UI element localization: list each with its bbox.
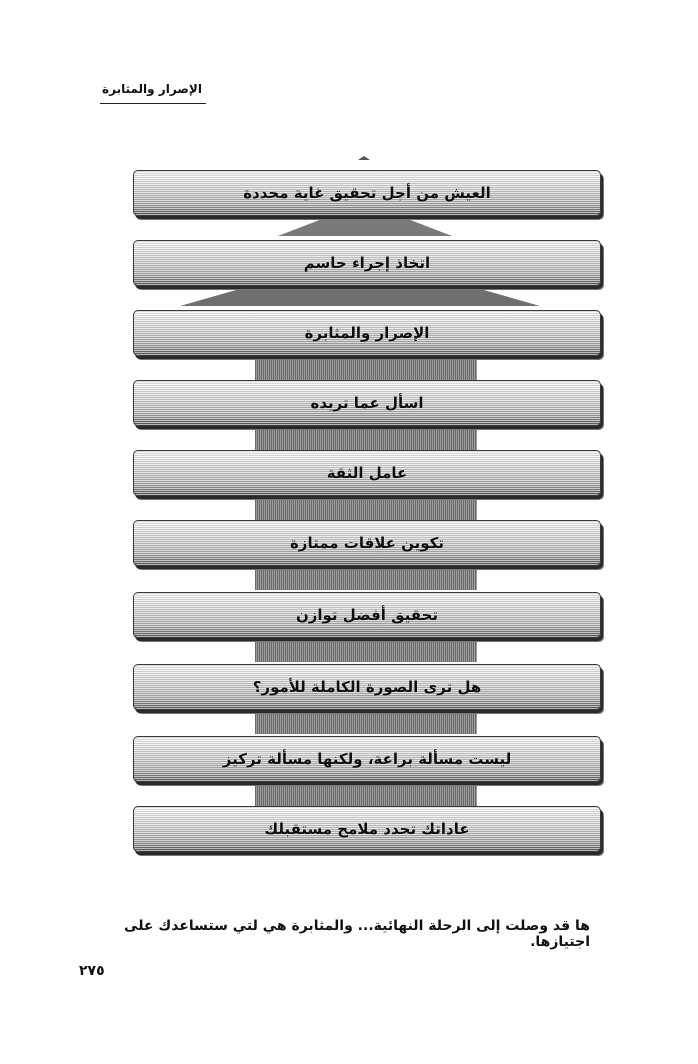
step-label: عاداتك تحدد ملامح مستقبلك	[264, 820, 470, 838]
connector-8	[255, 710, 477, 734]
step-bar-8	[133, 664, 601, 710]
step-bar-2	[133, 240, 601, 286]
step-label: العيش من أجل تحقيق غاية محددة	[243, 184, 491, 202]
step-label: عامل الثقة	[326, 464, 408, 482]
step-bar-4	[133, 380, 601, 426]
connector-3	[255, 356, 477, 380]
step-bar-6	[133, 520, 601, 566]
connector-9	[255, 782, 477, 806]
step-label: الإصرار والمثابرة	[304, 324, 430, 342]
step-bar-5	[133, 450, 601, 496]
step-label: تحقيق أفضل توازن	[295, 606, 439, 624]
step-bar-7	[133, 592, 601, 638]
step-bar-10	[133, 806, 601, 852]
page-number: ٢٧٥	[79, 963, 105, 979]
connector-6	[255, 566, 477, 590]
closing-sentence: ها قد وصلت إلى الرحلة النهائية... والمثابرة هي لتي ستساعدك على اجتيازها.	[124, 918, 590, 950]
running-header: الإصرار والمثابرة	[102, 82, 202, 96]
step-bar-9	[133, 736, 601, 782]
step-label: ليست مسألة براعة، ولكنها مسألة تركيز	[222, 750, 512, 768]
step-label: هل ترى الصورة الكاملة للأمور؟	[252, 678, 482, 696]
step-label: اسأل عما تريده	[310, 394, 424, 412]
connector-7	[255, 638, 477, 662]
connector-4	[255, 426, 477, 450]
connector-5	[255, 496, 477, 520]
step-label: تكوين علاقات ممتازة	[289, 534, 445, 552]
step-bar-3	[133, 310, 601, 356]
step-bar-1	[133, 170, 601, 216]
step-label: اتخاذ إجراء حاسم	[303, 254, 431, 272]
